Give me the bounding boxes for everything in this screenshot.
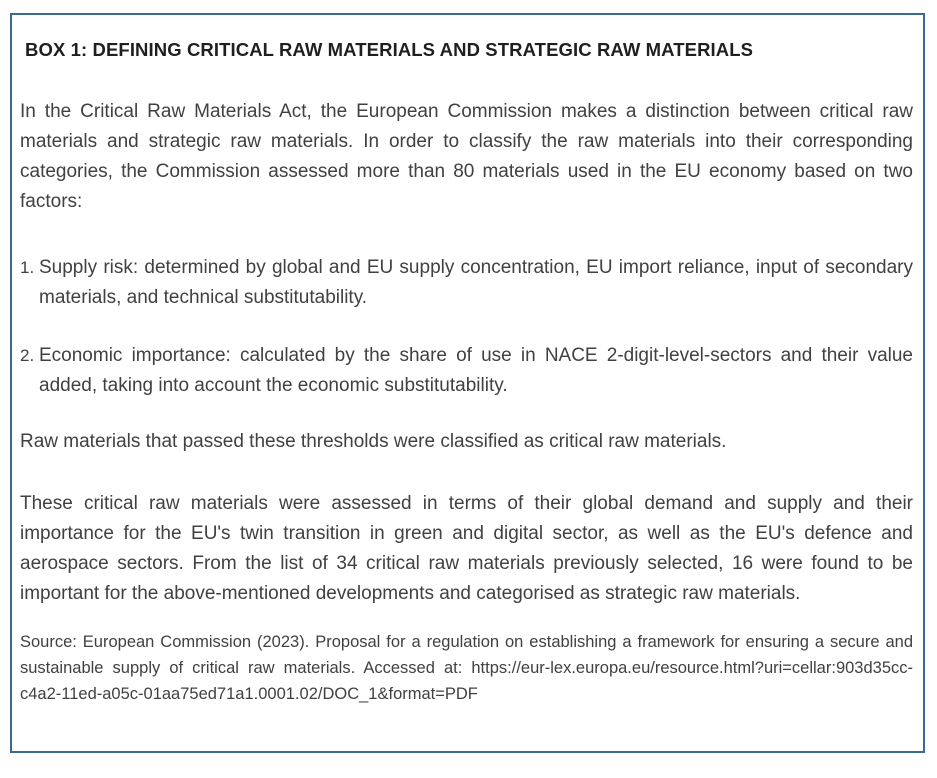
paragraph-thresholds: Raw materials that passed these thresholds were classified as critical raw materials. <box>20 431 727 452</box>
list-item-supply-risk <box>20 253 913 313</box>
paragraph-assessment: These critical raw materials were assessed in terms of their global demand and supply and their importance for the EU's twin transition in green and digital sector, as well as the EU's defence and aerospace sectors. From the list of 34 critical raw materials previously selected, 16 were found to be important for the above-mentioned developments and categorised as strategic raw materials. <box>20 493 913 604</box>
box-1-callout <box>10 13 925 753</box>
criteria-list <box>20 253 913 401</box>
list-number: 1. <box>20 258 35 277</box>
list-number: 2. <box>20 346 35 365</box>
list-item-text: Economic importance: calculated by the share of use in NACE 2-digit-level-sectors and their value added, taking into account the economic substitutability. <box>39 345 913 396</box>
list-item-text: Supply risk: determined by global and EU supply concentration, EU import reliance, input of secondary materials, and technical substitutability. <box>39 257 913 308</box>
source-citation: Source: European Commission (2023). Proposal for a regulation on establishing a framework for ensuring a secure and sustainable supply of critical raw materials. Accessed at: https://eur-lex.europa.eu/resource.html?uri=cellar:903d35cc-c4a2-11ed-a05c-01aa75ed71a1.0001.02/DOC_1&format=PDF <box>20 633 913 703</box>
paragraph-intro: In the Critical Raw Materials Act, the European Commission makes a distinction between critical raw materials and strategic raw materials. In order to classify the raw materials into their corresponding categories, the Commission assessed more than 80 materials used in the EU economy based on two factors: <box>20 101 913 212</box>
box-title: BOX 1: DEFINING CRITICAL RAW MATERIALS AND STRATEGIC RAW MATERIALS <box>25 39 754 60</box>
list-item-economic-importance <box>20 341 913 401</box>
